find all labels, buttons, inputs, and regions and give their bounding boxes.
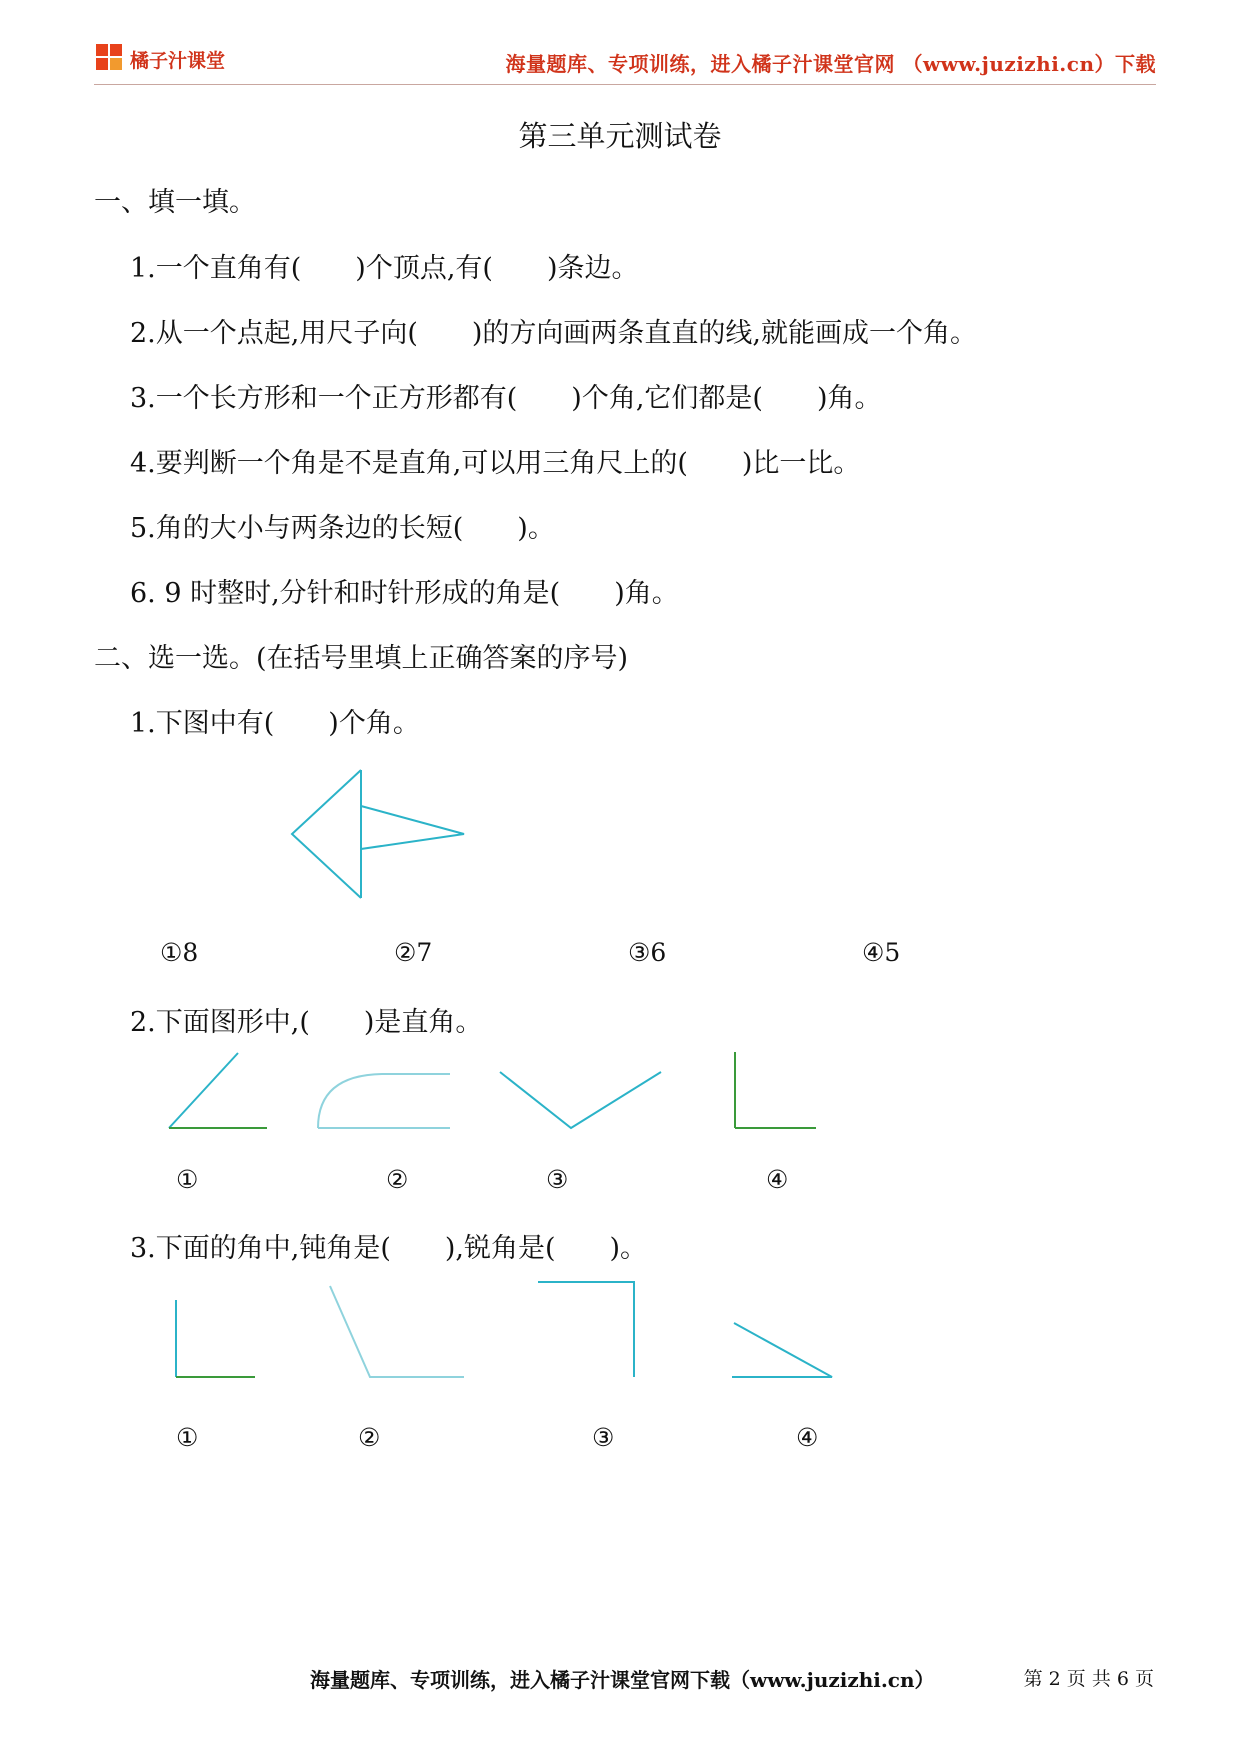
q2-figure-4 xyxy=(735,1052,816,1128)
page-title: 第三单元测试卷 xyxy=(518,119,722,153)
logo-text: 橘子汁课堂 xyxy=(130,50,226,72)
fill-question-3: 3.一个长方形和一个正方形都有( )个角,它们都是( )角。 xyxy=(130,383,882,414)
fill-question-1: 1.一个直角有( )个顶点,有( )条边。 xyxy=(130,253,639,284)
fill-question-2: 2.从一个点起,用尺子向( )的方向画两条直直的线,就能画成一个角。 xyxy=(130,318,977,349)
section1-heading: 一、填一填。 xyxy=(94,187,256,218)
q2-label-4: ④ xyxy=(766,1165,789,1194)
q2-label-3: ③ xyxy=(546,1165,569,1194)
fill-question-5: 5.角的大小与两条边的长短( )。 xyxy=(130,513,555,544)
header-promo: 海量题库、专项训练，进入橘子汁课堂官网 （www.juzizhi.cn）下载 xyxy=(505,52,1156,76)
page-number: 第 2 页 共 6 页 xyxy=(1023,1668,1154,1690)
q2-figure-1 xyxy=(169,1053,267,1128)
q2-label-2: ② xyxy=(386,1165,409,1194)
section2-heading: 二、选一选。(在括号里填上正确答案的序号) xyxy=(94,643,629,674)
q1-option-1: ①8 xyxy=(160,938,199,967)
footer-promo: 海量题库、专项训练，进入橘子汁课堂官网下载（www.juzizhi.cn） xyxy=(310,1668,935,1692)
q3-label-2: ② xyxy=(358,1423,381,1452)
q1-option-4: ④5 xyxy=(862,938,901,967)
q3-figure-2 xyxy=(330,1286,464,1377)
q2-figure-2 xyxy=(318,1074,450,1128)
q2-figure-3 xyxy=(500,1072,661,1128)
q3-label-3: ③ xyxy=(592,1423,615,1452)
fill-question-6: 6. 9 时整时,分针和时针形成的角是( )角。 xyxy=(130,578,679,609)
q2-label-1: ① xyxy=(176,1165,199,1194)
q3-figure-1 xyxy=(176,1300,255,1377)
q3-label-1: ① xyxy=(176,1423,199,1452)
fill-question-4: 4.要判断一个角是不是直角,可以用三角尺上的( )比一比。 xyxy=(130,448,861,479)
q1-angle-figure xyxy=(292,770,464,898)
choice-question-2: 2.下面图形中,( )是直角。 xyxy=(130,1007,483,1038)
q3-figure-3 xyxy=(538,1282,634,1377)
q1-option-2: ②7 xyxy=(394,938,433,967)
q3-figure-4 xyxy=(732,1323,832,1377)
choice-question-1: 1.下图中有( )个角。 xyxy=(130,708,420,739)
choice-question-3: 3.下面的角中,钝角是( ),锐角是( )。 xyxy=(130,1233,648,1264)
q3-label-4: ④ xyxy=(796,1423,819,1452)
q1-option-3: ③6 xyxy=(628,938,667,967)
